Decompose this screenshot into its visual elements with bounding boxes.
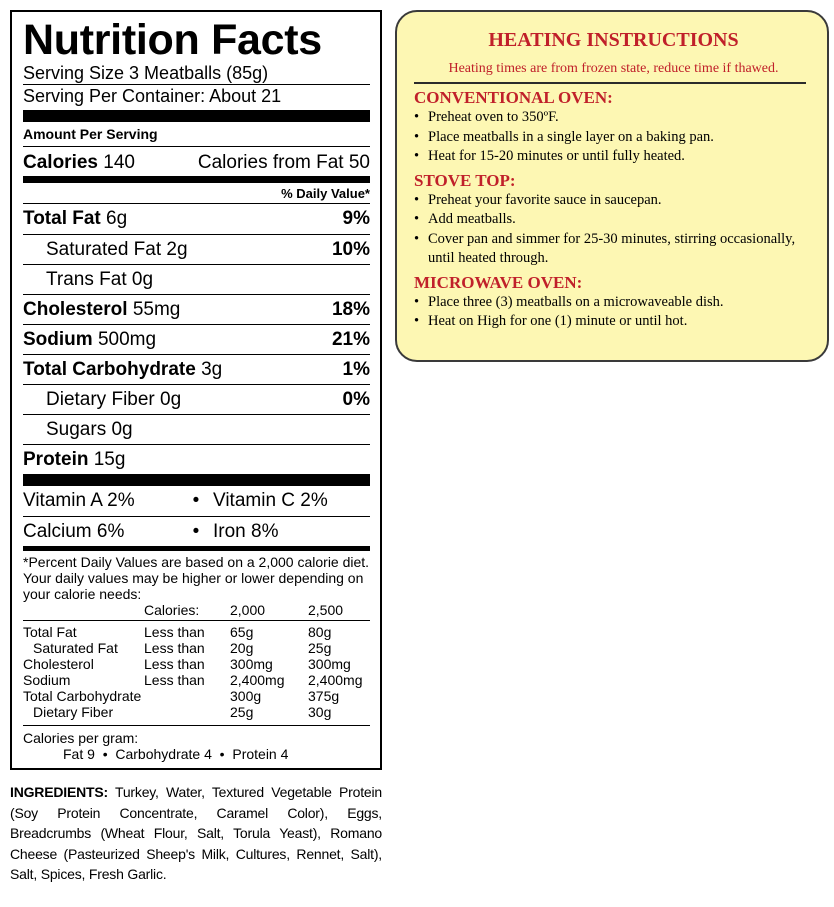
calories-2500-header: 2,500 [308, 602, 344, 618]
vitamin-row [23, 516, 370, 546]
ingredients-label: INGREDIENTS: [10, 784, 108, 800]
bullet: • [414, 128, 420, 145]
nutrient-amount: 500mg [97, 328, 157, 350]
nutrient-rows [23, 204, 370, 474]
nutrient-amount: 3g [201, 358, 223, 380]
reference-limit: Less than [144, 656, 205, 672]
nutrient-left [23, 449, 125, 471]
bullet: • [192, 520, 200, 542]
amount-per-serving: Amount Per Serving [23, 126, 158, 142]
bullet: • [414, 148, 420, 164]
nutrient-label: Protein [23, 448, 89, 470]
bullet: • [102, 746, 108, 762]
nutrient-label: Saturated Fat [46, 238, 162, 260]
reference-table-row [23, 621, 370, 641]
nutrient-label: Dietary Fiber [46, 388, 155, 410]
bullet: • [414, 211, 420, 227]
reference-limit [144, 704, 230, 720]
thick-divider [23, 474, 370, 486]
ingredients-text: Turkey, Water, Textured Vegetable Protein (Soy Protein Concentrate, Caramel Color), Eggs, Breadcrumbs (Wheat Flour, Salt, Torula Yeast), Romano Cheese (Pasteurized Sheep's Milk, Cultures, Rennet, Salt), Salt, Spices, Fresh Garlic. [10, 784, 382, 883]
nutrient-daily-percent: 1% [342, 358, 370, 380]
heating-steps [414, 191, 813, 269]
heating-step-text: Preheat your favorite sauce in saucepan. [428, 191, 662, 208]
calories-2000-header: 2,000 [230, 602, 266, 618]
reference-limit [144, 688, 230, 704]
reference-2500: 30g [308, 704, 332, 720]
reference-limit: Less than [144, 672, 205, 688]
nutrient-label: Cholesterol [23, 298, 128, 320]
heating-section [414, 171, 813, 269]
nutrient-label: Total Carbohydrate [23, 358, 196, 380]
bullet: • [192, 490, 200, 511]
calories-header-label: Calories: [144, 602, 200, 618]
heating-step-text: Place meatballs in a single layer on a baking pan. [428, 128, 714, 145]
heating-step-text: Preheat oven to 350ºF. [428, 109, 559, 125]
reference-nutrient: Dietary Fiber [33, 704, 114, 720]
nutrient-left [23, 359, 222, 381]
vitamin-rows [23, 486, 370, 546]
heating-step [414, 128, 813, 148]
vitamin-left: Calcium 6% [23, 520, 125, 542]
vitamin-left: Vitamin A 2% [23, 490, 135, 511]
bullet: • [219, 746, 225, 762]
nutrient-daily-percent: 18% [331, 298, 370, 320]
reference-2000: 65g [230, 621, 308, 641]
medium-divider [23, 176, 370, 183]
reference-2500: 2,400mg [308, 672, 363, 688]
vitamin-right: Vitamin C 2% [213, 490, 328, 511]
reference-nutrient: Total Carbohydrate [23, 688, 142, 704]
calories-per-gram-values [23, 746, 370, 762]
heating-subtitle: Heating times are from frozen state, reduce time if thawed. [448, 61, 779, 76]
nutrient-amount: 6g [106, 208, 128, 229]
nutrition-facts-panel [10, 10, 382, 770]
calories [23, 150, 135, 176]
heating-step [414, 147, 813, 167]
calories-per-gram [23, 725, 370, 762]
nutrient-row [23, 354, 370, 384]
heating-step-text: Add meatballs. [428, 211, 516, 227]
heating-step [414, 108, 813, 128]
reference-2500: 80g [308, 621, 370, 641]
heating-step-text: Heat on High for one (1) minute or until hot. [428, 313, 688, 329]
thick-divider [23, 110, 370, 122]
reference-table-row [23, 704, 370, 720]
heating-title: HEATING INSTRUCTIONS [488, 29, 739, 51]
heating-section-heading: CONVENTIONAL OVEN: [414, 88, 613, 107]
nutrient-row [23, 444, 370, 474]
bullet: • [414, 230, 420, 247]
nutrient-left [23, 299, 180, 321]
heating-step [414, 210, 813, 230]
reference-table-row [23, 688, 370, 704]
heating-section-heading: MICROWAVE OVEN: [414, 272, 583, 292]
nutrient-daily-percent: 10% [331, 238, 370, 260]
heating-divider [414, 82, 806, 84]
reference-table-row [23, 672, 370, 688]
nutrient-label: Sodium [23, 328, 93, 350]
bullet: • [414, 313, 420, 329]
vitamin-right: Iron 8% [213, 520, 279, 542]
nutrient-amount: 2g [166, 238, 188, 260]
nutrient-row [23, 414, 370, 444]
servings-per-container: Serving Per Container: About 21 [23, 84, 370, 106]
nutrient-amount: 0g [131, 268, 154, 290]
nutrient-label: Total Fat [23, 208, 101, 229]
nutrient-row [23, 294, 370, 324]
serving-size: Serving Size 3 Meatballs (85g) [23, 63, 269, 83]
reference-2500: 300mg [308, 656, 351, 672]
heating-step [414, 312, 813, 332]
ingredients-block [10, 782, 382, 885]
cpg-carbohydrate: Carbohydrate 4 [115, 746, 212, 762]
nutrient-daily-percent: 21% [331, 328, 370, 350]
bullet: • [414, 293, 420, 310]
daily-value-reference-table [23, 602, 370, 720]
heating-step [414, 230, 813, 269]
nutrient-row [23, 324, 370, 354]
nutrient-left [23, 208, 127, 230]
reference-nutrient: Total Fat [23, 621, 144, 641]
heating-step-text: Heat for 15-20 minutes or until fully heated. [428, 148, 685, 164]
daily-value-footnote: *Percent Daily Values are based on a 2,000 calorie diet. Your daily values may be higher or lower depending on your calorie needs: [23, 554, 370, 602]
bullet: • [414, 109, 420, 125]
heating-instructions-panel [395, 10, 829, 362]
cpg-protein: Protein 4 [232, 746, 289, 762]
nutrient-row [23, 384, 370, 414]
reference-2000: 25g [230, 704, 254, 720]
daily-value-header: % Daily Value* [281, 186, 370, 201]
heating-section-heading: STOVE TOP: [414, 170, 516, 190]
nutrient-amount: 55mg [132, 298, 181, 320]
nutrient-label: Sugars [46, 418, 107, 440]
nutrient-label: Trans Fat [46, 268, 127, 290]
vitamin-row [23, 486, 370, 516]
bullet: • [414, 191, 420, 208]
heating-section [414, 88, 813, 167]
reference-table-header [23, 602, 370, 621]
calories-per-gram-label: Calories per gram: [23, 730, 139, 746]
reference-nutrient: Sodium [23, 672, 71, 688]
heating-step-text: Cover pan and simmer for 25-30 minutes, stirring occasionally, until heated through. [428, 230, 796, 266]
heating-sections [414, 88, 813, 332]
nutrient-daily-percent: 0% [342, 388, 370, 410]
heating-step-text: Place three (3) meatballs on a microwaveable dish. [428, 293, 724, 310]
heating-step [414, 293, 813, 313]
nutrient-row [23, 234, 370, 264]
reference-2000: 300g [230, 688, 262, 704]
calories-value: 140 [103, 152, 135, 173]
heating-section [414, 273, 813, 332]
cpg-fat: Fat 9 [63, 746, 95, 762]
reference-2000: 20g [230, 640, 254, 656]
nutrient-amount: 15g [93, 448, 126, 470]
reference-limit: Less than [144, 640, 205, 656]
reference-nutrient: Saturated Fat [33, 640, 118, 656]
reference-2000: 2,400mg [230, 672, 285, 688]
reference-table-row [23, 640, 370, 656]
heating-steps [414, 293, 813, 332]
reference-nutrient: Cholesterol [23, 656, 94, 672]
calories-from-fat: Calories from Fat 50 [197, 152, 370, 173]
nutrient-amount: 0g [160, 388, 182, 410]
reference-table-row [23, 656, 370, 672]
reference-2500: 25g [308, 640, 332, 656]
nutrient-left [46, 269, 153, 291]
nutrient-left [23, 329, 156, 351]
nutrient-row [23, 204, 370, 234]
nutrient-row [23, 264, 370, 294]
nutrient-amount: 0g [111, 418, 133, 440]
nutrient-left [46, 389, 181, 411]
calories-row [23, 147, 370, 176]
nutrient-left [46, 419, 133, 441]
daily-value-footnote-block [23, 551, 370, 762]
nutrient-left [46, 239, 188, 261]
reference-2000: 300mg [230, 656, 273, 672]
nutrient-daily-percent: 9% [342, 208, 370, 229]
reference-limit: Less than [144, 621, 230, 641]
nutrition-facts-title: Nutrition Facts [23, 16, 322, 64]
heating-step [414, 191, 813, 211]
calories-label: Calories [23, 152, 98, 173]
reference-2500: 375g [308, 688, 340, 704]
heating-steps [414, 108, 813, 167]
